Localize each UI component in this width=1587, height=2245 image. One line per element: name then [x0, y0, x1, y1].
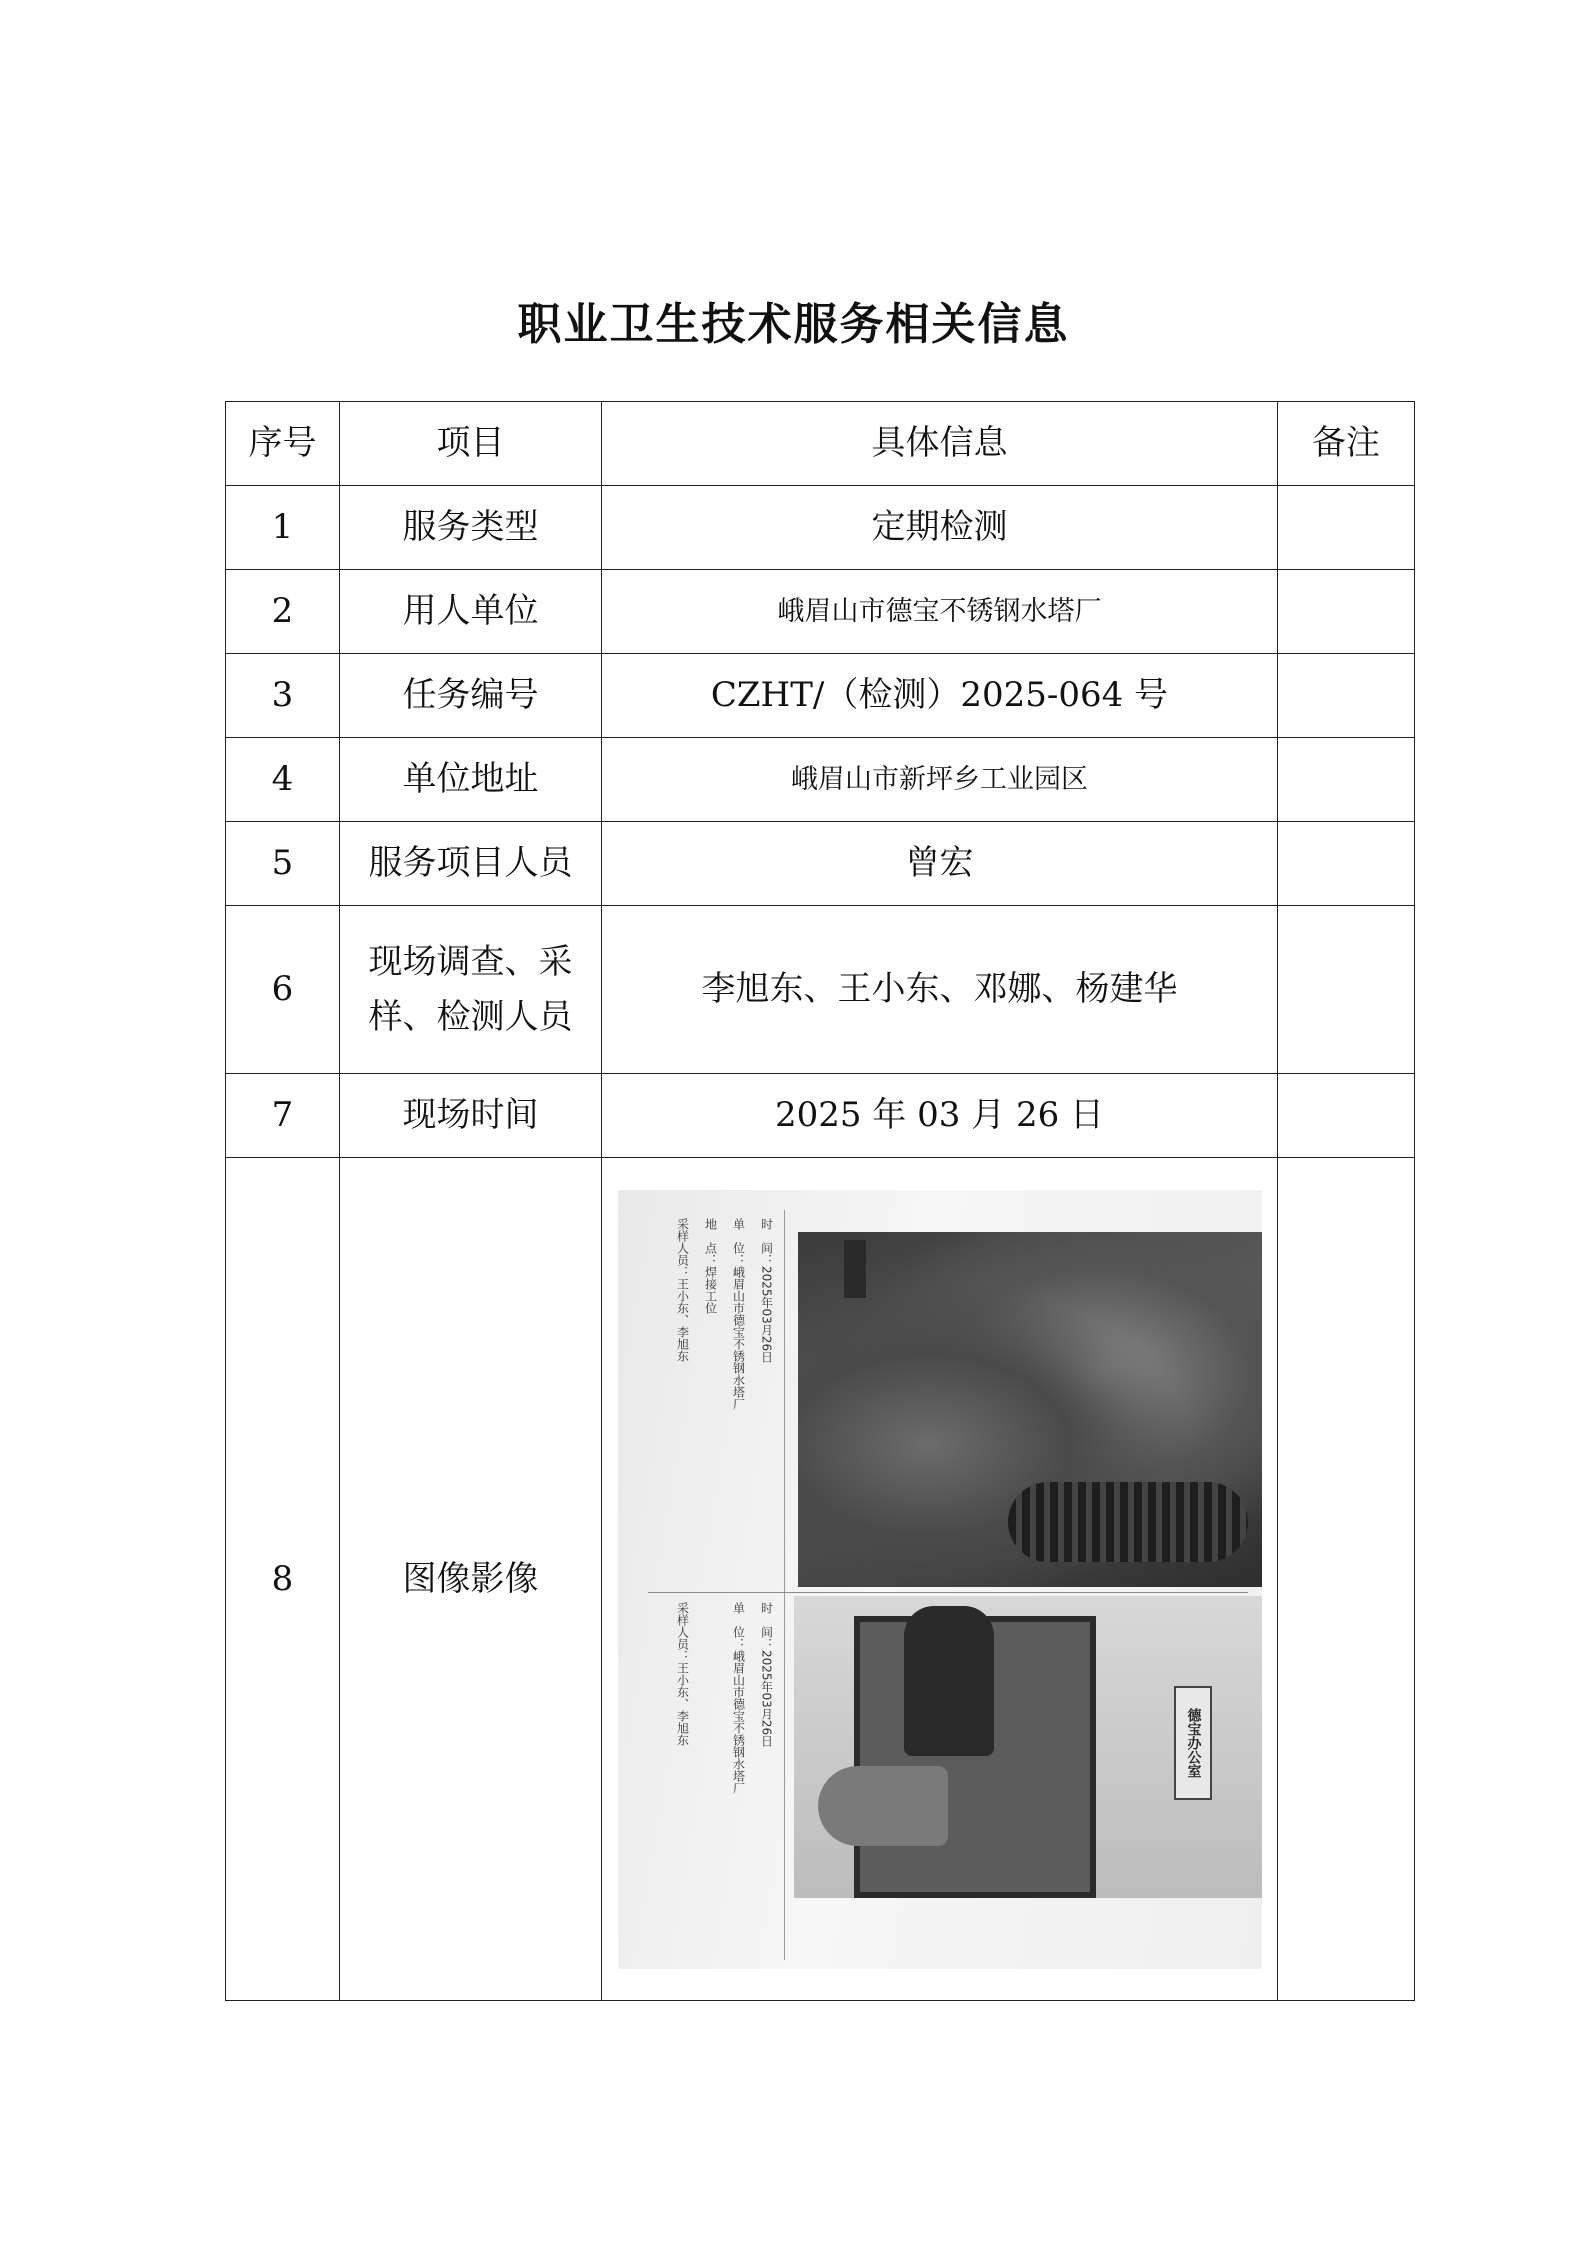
- pipe-shape: [1008, 1482, 1248, 1562]
- table-row: [226, 738, 1415, 822]
- row-item: 单位地址: [340, 738, 602, 822]
- page-title: 职业卫生技术服务相关信息: [517, 299, 1070, 350]
- photo-caption: 地 点：焊接工位: [703, 1217, 718, 1314]
- photo-divider: [784, 1210, 785, 1960]
- row-item: 图像影像: [340, 1158, 602, 2001]
- photo-caption: 采样人员：王小东、李旭东: [675, 1217, 690, 1362]
- row-item: 任务编号: [340, 654, 602, 738]
- table-header-row: [226, 402, 1415, 486]
- row-seq: 3: [226, 654, 340, 738]
- row-detail-photo: [602, 1158, 1278, 2001]
- photo-caption: 单 位：峨眉山市德宝不锈钢水塔厂: [731, 1601, 746, 1794]
- row-detail: 峨眉山市新坪乡工业园区: [602, 738, 1278, 822]
- row-detail: CZHT/（检测）2025-064 号: [602, 654, 1278, 738]
- row-detail: 李旭东、王小东、邓娜、杨建华: [602, 906, 1278, 1074]
- table-row: [226, 822, 1415, 906]
- header-item: 项目: [340, 402, 602, 486]
- table-row: [226, 1158, 1415, 2001]
- photo-caption: 时 间：2025年03月26日: [759, 1217, 774, 1363]
- table-row: [226, 570, 1415, 654]
- welding-site-image: [798, 1232, 1262, 1587]
- row-seq: 7: [226, 1074, 340, 1158]
- row-remark: [1278, 1158, 1415, 2001]
- row-remark: [1278, 570, 1415, 654]
- photo-caption: 单 位：峨眉山市德宝不锈钢水塔厂: [731, 1217, 746, 1410]
- row-seq: 6: [226, 906, 340, 1074]
- row-seq: 4: [226, 738, 340, 822]
- row-seq: 1: [226, 486, 340, 570]
- row-remark: [1278, 906, 1415, 1074]
- photo-caption: 采样人员：王小东、李旭东: [675, 1601, 690, 1746]
- row-seq: 2: [226, 570, 340, 654]
- person-shape: [904, 1606, 994, 1756]
- row-item: 用人单位: [340, 570, 602, 654]
- header-remark: 备注: [1278, 402, 1415, 486]
- row-seq: 5: [226, 822, 340, 906]
- row-remark: [1278, 738, 1415, 822]
- table-row: [226, 1074, 1415, 1158]
- site-photo: [618, 1190, 1262, 1969]
- table-row: [226, 906, 1415, 1074]
- row-item: 现场时间: [340, 1074, 602, 1158]
- office-sign: 德宝办公室: [1174, 1686, 1212, 1800]
- image-stamp: [844, 1240, 866, 1298]
- header-detail: 具体信息: [602, 402, 1278, 486]
- row-item: 服务项目人员: [340, 822, 602, 906]
- row-item: 现场调查、采样、检测人员: [340, 906, 602, 1074]
- table-row: [226, 486, 1415, 570]
- office-door-image: [794, 1596, 1262, 1898]
- info-table: [225, 401, 1415, 2001]
- row-detail: 定期检测: [602, 486, 1278, 570]
- header-seq: 序号: [226, 402, 340, 486]
- row-detail: 峨眉山市德宝不锈钢水塔厂: [602, 570, 1278, 654]
- row-item: 服务类型: [340, 486, 602, 570]
- photo-caption: 时 间：2025年03月26日: [759, 1601, 774, 1747]
- row-seq: 8: [226, 1158, 340, 2001]
- row-remark: [1278, 822, 1415, 906]
- row-remark: [1278, 1074, 1415, 1158]
- person-shape: [818, 1766, 948, 1846]
- row-detail: 曾宏: [602, 822, 1278, 906]
- row-remark: [1278, 654, 1415, 738]
- row-remark: [1278, 486, 1415, 570]
- table-row: [226, 654, 1415, 738]
- row-detail: 2025 年 03 月 26 日: [602, 1074, 1278, 1158]
- photo-divider: [648, 1592, 1248, 1593]
